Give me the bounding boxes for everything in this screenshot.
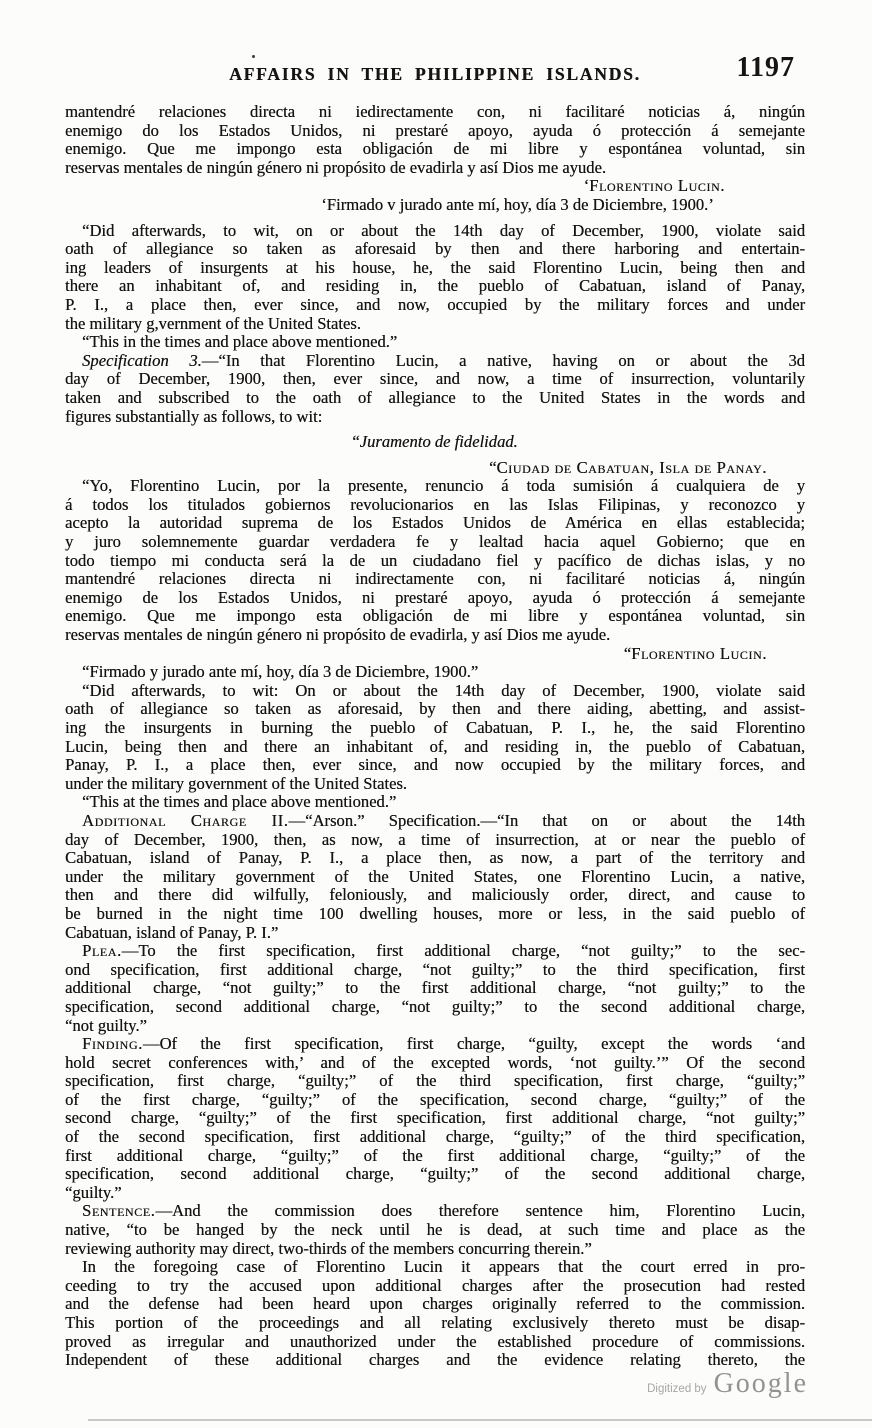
text-line: enemigo. Que me impongo esta obligación de mi libre y espontánea voluntad, sin xyxy=(65,139,805,159)
text-line: Panay, P. I., a place then, ever since, and now occupied by the military forces, and xyxy=(65,755,805,775)
specification-3-paragraph xyxy=(65,352,805,426)
text-line: Cabatuan, island of Panay, P. I., a place then, as now, a part of the territory and xyxy=(65,848,805,868)
text-line: figures substantially as follows, to wit: xyxy=(65,406,323,426)
text-line: ceeding to try the accused upon additional charges after the prosecution had rested xyxy=(65,1275,805,1295)
additional-charge-2-paragraph xyxy=(65,812,805,942)
text-line: reservas mentales de ningún género ni propósito de evadirla y así Dios me ayude. xyxy=(65,157,606,177)
violation-paragraph-1 xyxy=(65,222,805,334)
text-line: “Did afterwards, to wit: On or about the 14th day of December, 1900, violate said xyxy=(82,680,805,700)
oath-continuation-paragraph xyxy=(65,103,805,177)
finding-paragraph xyxy=(65,1035,805,1202)
text-line: Specification 3.—“In that Florentino Lucin, a native, having on or about the 3d xyxy=(82,350,805,370)
text-line: additional charge, “not guilty;” to the first additional charge, “not guilty;” to the xyxy=(65,978,805,998)
text-line: and the defense had been heard upon charges originally referred to the commission. xyxy=(65,1294,805,1314)
text-line: mantendré relaciones directa ni indirectamente con, ni facilitaré noticias á, ningún xyxy=(65,569,805,589)
text-line: Cabatuan, island of Panay, P. I.” xyxy=(65,922,279,942)
page-title: AFFAIRS IN THE PHILIPPINE ISLANDS. xyxy=(229,64,641,84)
text-line: ‘Firmado v jurado ante mí, hoy, día 3 de Diciembre, 1900.’ xyxy=(321,194,714,214)
text-line: enemigo de los Estados Unidos, ni prestaré apoyo, ayuda ó protección á semejante xyxy=(65,587,805,607)
text-line: taken and subscribed to the oath of allegiance to the United States in the words and xyxy=(65,387,805,407)
text-line: “Did afterwards, to wit, on or about the 14th day of December, 1900, violate said xyxy=(82,220,805,240)
text-line: day of December, 1900, then, as now, a time of insurrection, at or near the pueblo of xyxy=(65,829,805,849)
text-line: first additional charge, “guilty;” of the first additional charge, “guilty;” of the xyxy=(65,1145,805,1165)
text-line: “Florentino Lucin. xyxy=(623,643,767,663)
text-line: “Ciudad de Cabatuan, Isla de Panay. xyxy=(489,457,767,477)
google-logo-text: Google xyxy=(713,1368,808,1399)
text-line: acepto la autoridad suprema de los Estados Unidos de América en ellas establecida; xyxy=(65,513,805,533)
text-line: oath of allegiance so taken as aforesaid by then and there harboring and entertain- xyxy=(65,239,805,259)
text-line: Finding.—Of the first specification, first charge, “guilty, except the words ‘and xyxy=(82,1034,805,1054)
digitized-by-text: Digitized by xyxy=(647,1383,707,1395)
text-line: y juro solemnemente guardar verdadera fe y lealtad hacia aquel Gobierno; que en xyxy=(65,532,805,552)
text-line: day of December, 1900, then, ever since, and now, a time of insurrection, voluntarily xyxy=(65,369,805,389)
sentence-paragraph xyxy=(65,1202,805,1258)
text-line: ing the insurgents in burning the pueblo of Cabatuan, P. I., he, the said Florentino xyxy=(65,718,805,737)
place-dateline xyxy=(65,459,805,478)
text-line: under the military government of the United States. xyxy=(65,773,407,793)
page-number: 1197 xyxy=(736,52,795,83)
text-line: This portion of the proceedings and all relating exclusively thereto must be disap- xyxy=(65,1313,805,1332)
text-line: enemigo. Que me impongo esta obligación de mi libre y espontánea voluntad, sin xyxy=(65,606,805,626)
text-line: reviewing authority may direct, two-thirds of the members concurring therein.” xyxy=(65,1238,592,1258)
page-header xyxy=(65,52,805,90)
text-line: under the military government of the United States, one Florentino Lucin, a native, xyxy=(65,866,805,886)
text-line: “guilty.” xyxy=(65,1182,122,1202)
juramento-heading xyxy=(65,433,805,452)
text-line: “Firmado y jurado ante mí, hoy, día 3 de Diciembre, 1900.” xyxy=(82,662,479,682)
text-line: ond specification, first additional charge, “not guilty;” to the third specification, first xyxy=(65,959,805,979)
text-line: P. I., a place then, ever since, and now, occupied by the military forces and under xyxy=(65,294,805,314)
text-line: Plea.—To the first specification, first additional charge, “not guilty;” to the sec- xyxy=(82,941,805,961)
text-line: there an inhabitant of, and residing in, the pueblo of Cabatuan, island of Panay, xyxy=(65,276,805,296)
text-line: Sentence.—And the commission does therefore sentence him, Florentino Lucin, xyxy=(82,1201,805,1221)
text-line: specification, first charge, “guilty;” of the third specification, first charge, “guilty;” xyxy=(65,1071,805,1091)
spanish-oath-paragraph xyxy=(65,477,805,644)
text-line: be burned in the night time 100 dwelling houses, more or less, in the said pueblo of xyxy=(65,903,805,923)
text-line: Additional Charge II.—“Arson.” Specification.—“In that on or about the 14th xyxy=(82,810,805,830)
text-line: ing leaders of insurgents at his house, he, the said Florentino Lucin, being then and xyxy=(65,257,805,277)
times-place-line-1 xyxy=(65,333,805,352)
text-line: Independent of these additional charges and the evidence relating thereto, the xyxy=(65,1350,805,1370)
sworn-statement-line-2 xyxy=(65,663,805,682)
times-place-line-2 xyxy=(65,793,805,812)
violation-paragraph-2 xyxy=(65,682,805,794)
ink-speck xyxy=(252,55,255,58)
text-line: In the foregoing case of Florentino Lucin it appears that the court erred in pro- xyxy=(82,1257,805,1277)
text-line: of the second specification, first additional charge, “guilty;” of the third specification, xyxy=(65,1127,805,1147)
watermark xyxy=(647,1368,808,1400)
text-line: proved as irregular and unauthorized under the established procedure of commissions. xyxy=(65,1331,805,1351)
scan-edge-line xyxy=(88,1419,872,1421)
text-line: reservas mentales de ningún género ni propósito de evadirla, y así Dios me ayude. xyxy=(65,625,611,645)
signature-line-1 xyxy=(65,177,805,196)
page-body xyxy=(65,103,805,1370)
text-line: “This at the times and place above mentioned.” xyxy=(82,792,397,812)
sworn-statement-line-1 xyxy=(65,196,805,215)
text-line: oath of allegiance so taken as aforesaid, by then and there aiding, abetting, and assist- xyxy=(65,699,805,719)
text-line: then and there did wilfully, feloniously, and maliciously order, direct, and cause to xyxy=(65,885,805,905)
text-line: todo tiempo mi conducta será la de un ciudadano fiel y pacífico de dichas islas, y no xyxy=(65,550,805,570)
text-line: specification, second additional charge, “guilty;” of the second additional charge, xyxy=(65,1164,805,1184)
signature-line-2 xyxy=(65,645,805,664)
text-line: á todos los titulados gobiernos revolucionarios en las Islas Filipinas, y reconozco y xyxy=(65,494,805,514)
text-line: specification, second additional charge, “not guilty;” to the second additional charge, xyxy=(65,996,805,1016)
plea-paragraph xyxy=(65,942,805,1035)
text-line: Lucin, being then and there an inhabitant of, and residing in, the pueblo of Cabatuan, xyxy=(65,736,805,756)
text-line: ‘Florentino Lucin. xyxy=(583,176,725,196)
text-line: mantendré relaciones directa ni iedirectamente con, ni facilitaré noticias á, ningún xyxy=(65,102,805,121)
text-line: native, “to be hanged by the neck until he is dead, at such time and place as the xyxy=(65,1220,805,1240)
text-line: “Juramento de fidelidad. xyxy=(352,432,518,452)
text-line: hold secret conferences with,’ and of the excepted words, ‘not guilty.’” Of the second xyxy=(65,1052,805,1072)
review-opinion-paragraph xyxy=(65,1258,805,1370)
text-line: “This in the times and place above mentioned.” xyxy=(82,332,398,352)
text-line: second charge, “guilty;” of the first specification, first additional charge, “not guilty;” xyxy=(65,1108,805,1128)
text-line: the military g,vernment of the United States. xyxy=(65,313,361,333)
text-line: “not guilty.” xyxy=(65,1015,147,1035)
text-line: enemigo do los Estados Unidos, ni prestaré apoyo, ayuda ó protección á semejante xyxy=(65,120,805,140)
text-line: of the first charge, “guilty;” of the specification, second charge, “guilty;” of the xyxy=(65,1089,805,1109)
text-line: “Yo, Florentino Lucin, por la presente, renuncio á toda sumisión á cualquiera de y xyxy=(82,476,805,496)
